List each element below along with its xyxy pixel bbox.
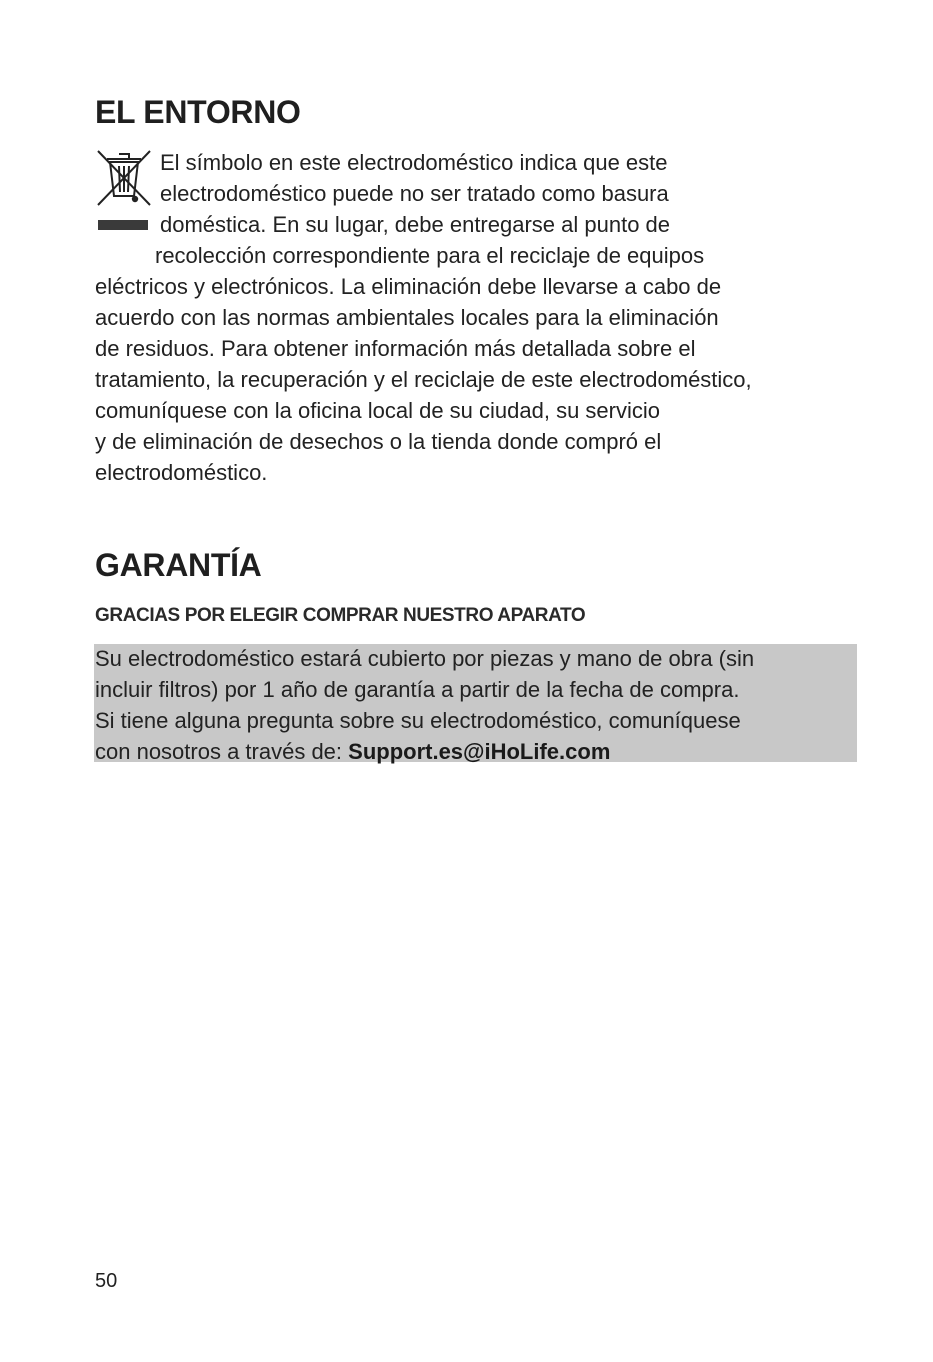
warranty-line-2: incluir filtros) por 1 año de garantía a partir de la fecha de compra. (95, 677, 740, 702)
support-email-link[interactable]: Support.es@iHoLife.com (348, 739, 611, 764)
page-number: 50 (95, 1270, 118, 1292)
environment-line-11: electrodoméstico. (95, 460, 268, 485)
warranty-line-3: Si tiene alguna pregunta sobre su electrodoméstico, comuníquese (95, 708, 741, 733)
warranty-line-4 (95, 736, 610, 767)
warranty-heading: GARANTÍA (95, 547, 262, 583)
environment-line-9: comuníquese con la oficina local de su ciudad, su servicio (95, 398, 660, 423)
environment-line-6: acuerdo con las normas ambientales locales para la eliminación (95, 305, 719, 330)
environment-line-5: eléctricos y electrónicos. La eliminación debe llevarse a cabo de (95, 274, 722, 299)
environment-line-3: doméstica. En su lugar, debe entregarse al punto de (160, 212, 671, 237)
environment-line-10: y de eliminación de desechos o la tienda donde compró el (95, 429, 662, 454)
warranty-line-1: Su electrodoméstico estará cubierto por piezas y mano de obra (sin (95, 646, 755, 671)
environment-heading: EL ENTORNO (95, 94, 301, 130)
environment-line-7: de residuos. Para obtener información más detallada sobre el (95, 336, 696, 361)
environment-line-2: electrodoméstico puede no ser tratado como basura (160, 181, 669, 206)
warranty-highlight-block (94, 644, 857, 762)
contact-prefix: con nosotros a través de: (95, 739, 349, 764)
crossed-out-wheelie-bin-icon (95, 148, 153, 236)
environment-line-4: recolección correspondiente para el reciclaje de equipos (155, 243, 705, 268)
environment-line-1: El símbolo en este electrodoméstico indica que este (160, 150, 668, 175)
environment-line-8: tratamiento, la recuperación y el reciclaje de este electrodoméstico, (95, 367, 752, 392)
warranty-subheading: GRACIAS POR ELEGIR COMPRAR NUESTRO APARATO (95, 605, 586, 626)
